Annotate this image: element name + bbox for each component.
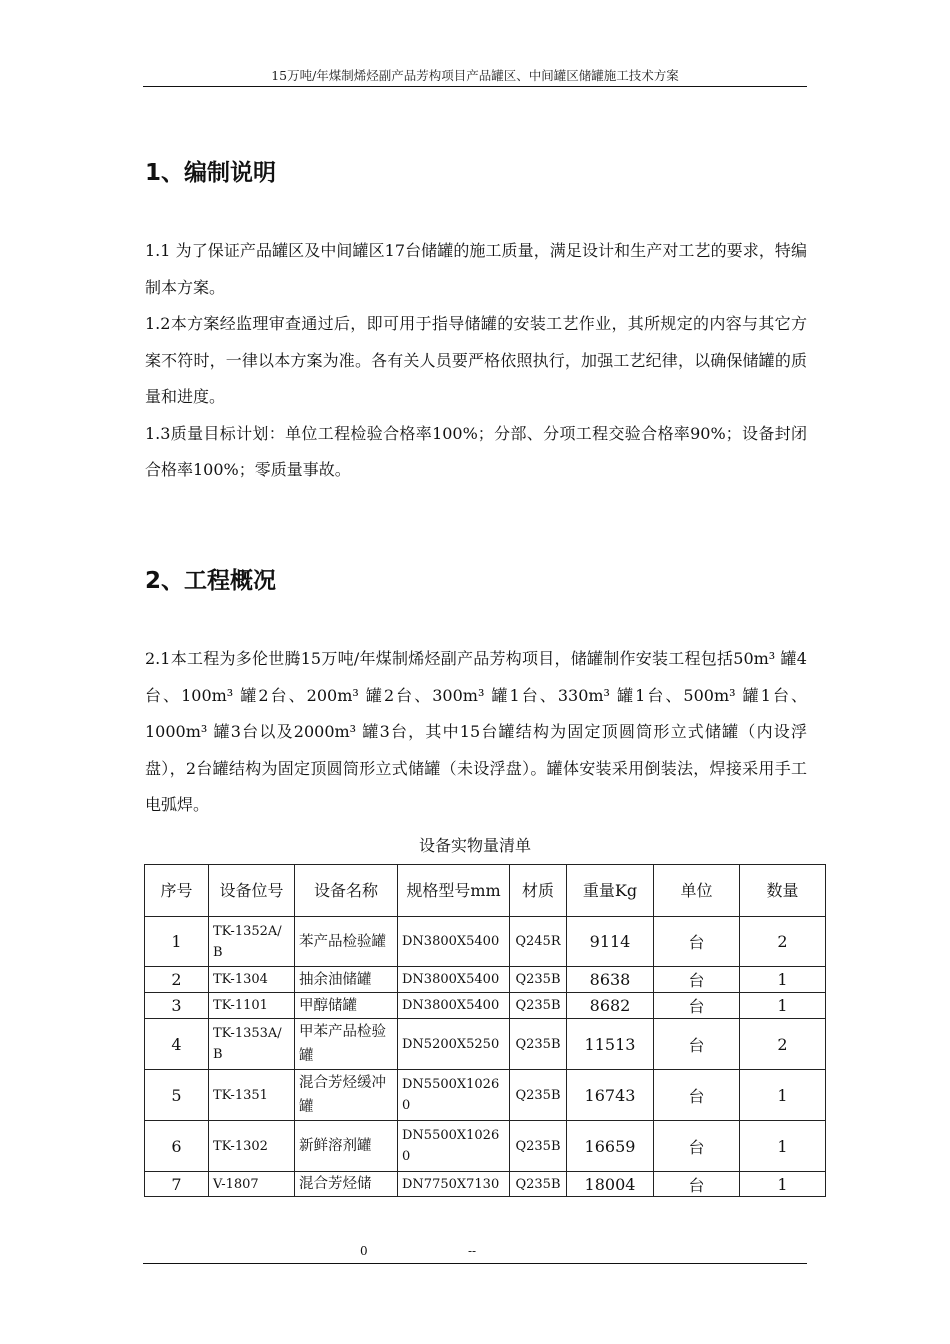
column-header: 重量Kg [567, 865, 654, 917]
cell-spec: DN5200X5250 [398, 1019, 510, 1070]
column-header: 数量 [740, 865, 826, 917]
cell-name: 甲醇储罐 [295, 993, 398, 1019]
cell-quantity: 1 [740, 1172, 826, 1197]
section-1-body [145, 233, 807, 489]
cell-quantity: 2 [740, 1019, 826, 1070]
cell-tag: V-1807 [209, 1172, 295, 1197]
cell-name: 新鲜溶剂罐 [295, 1121, 398, 1172]
cell-tag: TK-1352A/B [209, 917, 295, 967]
table-row [145, 993, 826, 1019]
cell-material: Q235B [510, 1121, 567, 1172]
cell-spec: DN5500X10260 [398, 1070, 510, 1121]
cell-unit: 台 [654, 1172, 740, 1197]
section-2-heading: 2、工程概况 [145, 568, 277, 594]
cell-quantity: 1 [740, 1121, 826, 1172]
cell-name: 苯产品检验罐 [295, 917, 398, 967]
cell-tag: TK-1101 [209, 993, 295, 1019]
page-number: 0 [360, 1244, 368, 1258]
cell-material: Q235B [510, 1172, 567, 1197]
cell-quantity: 1 [740, 967, 826, 993]
cell-tag: TK-1302 [209, 1121, 295, 1172]
cell-unit: 台 [654, 917, 740, 967]
cell-weight: 18004 [567, 1172, 654, 1197]
cell-spec: DN5500X10260 [398, 1121, 510, 1172]
cell-name: 混合芳烃缓冲罐 [295, 1070, 398, 1121]
cell-spec: DN3800X5400 [398, 993, 510, 1019]
section-1-heading: 1、编制说明 [145, 160, 277, 186]
cell-unit: 台 [654, 1121, 740, 1172]
cell-index: 4 [145, 1019, 209, 1070]
cell-index: 7 [145, 1172, 209, 1197]
column-header: 规格型号mm [398, 865, 510, 917]
page-header-title: 15万吨/年煤制烯烃副产品芳构项目产品罐区、中间罐区储罐施工技术方案 [271, 68, 679, 83]
cell-index: 2 [145, 967, 209, 993]
equipment-table [144, 864, 826, 1197]
column-header: 单位 [654, 865, 740, 917]
header-divider [143, 86, 807, 87]
cell-index: 6 [145, 1121, 209, 1172]
cell-unit: 台 [654, 1070, 740, 1121]
column-header: 设备名称 [295, 865, 398, 917]
cell-material: Q235B [510, 993, 567, 1019]
cell-weight: 9114 [567, 917, 654, 967]
section-2-body [145, 641, 807, 824]
table-row [145, 1019, 826, 1070]
cell-index: 3 [145, 993, 209, 1019]
cell-spec: DN3800X5400 [398, 917, 510, 967]
cell-weight: 8682 [567, 993, 654, 1019]
cell-name: 混合芳烃储 [295, 1172, 398, 1197]
cell-material: Q235B [510, 967, 567, 993]
footer-divider [143, 1263, 807, 1264]
table-row [145, 967, 826, 993]
cell-tag: TK-1304 [209, 967, 295, 993]
table-caption: 设备实物量清单 [418, 836, 531, 855]
table-row [145, 917, 826, 967]
table-row [145, 1172, 826, 1197]
cell-tag: TK-1351 [209, 1070, 295, 1121]
cell-weight: 8638 [567, 967, 654, 993]
cell-index: 5 [145, 1070, 209, 1121]
cell-spec: DN7750X7130 [398, 1172, 510, 1197]
table-row [145, 1070, 826, 1121]
cell-quantity: 2 [740, 917, 826, 967]
column-header: 材质 [510, 865, 567, 917]
paragraph-1-2: 1.2本方案经监理审查通过后，即可用于指导储罐的安装工艺作业，其所规定的内容与其它方案不符时，一律以本方案为准。各有关人员要严格依照执行，加强工艺纪律，以确保储罐的质量和进度。 [145, 314, 807, 406]
cell-name: 抽余油储罐 [295, 967, 398, 993]
column-header: 序号 [145, 865, 209, 917]
cell-material: Q245R [510, 917, 567, 967]
cell-material: Q235B [510, 1019, 567, 1070]
cell-unit: 台 [654, 1019, 740, 1070]
column-header: 设备位号 [209, 865, 295, 917]
cell-tag: TK-1353A/B [209, 1019, 295, 1070]
cell-unit: 台 [654, 993, 740, 1019]
cell-material: Q235B [510, 1070, 567, 1121]
cell-weight: 11513 [567, 1019, 654, 1070]
cell-unit: 台 [654, 967, 740, 993]
cell-spec: DN3800X5400 [398, 967, 510, 993]
footer-dash: -- [468, 1244, 477, 1258]
table-row [145, 1121, 826, 1172]
cell-weight: 16659 [567, 1121, 654, 1172]
cell-quantity: 1 [740, 993, 826, 1019]
paragraph-1-3: 1.3质量目标计划：单位工程检验合格率100%；分部、分项工程交验合格率90%；设备封闭合格率100%；零质量事故。 [145, 423, 807, 479]
table-header-row [145, 865, 826, 917]
cell-weight: 16743 [567, 1070, 654, 1121]
paragraph-2-1: 2.1本工程为多伦世腾15万吨/年煤制烯烃副产品芳构项目，储罐制作安装工程包括50m³ 罐4台、100m³ 罐2台、200m³ 罐2台、300m³ 罐1台、330m³ 罐1台、500m³ 罐1台、1000m³ 罐3台以及2000m³ 罐3台，其中15台罐结构为固定顶圆筒形立式储罐（内设浮盘），2台罐结构为固定顶圆筒形立式储罐（未设浮盘）。罐体安装采用倒装法，焊接采用手工电弧焊。 [145, 649, 807, 814]
cell-index: 1 [145, 917, 209, 967]
cell-quantity: 1 [740, 1070, 826, 1121]
cell-name: 甲苯产品检验罐 [295, 1019, 398, 1070]
paragraph-1-1: 1.1 为了保证产品罐区及中间罐区17台储罐的施工质量，满足设计和生产对工艺的要求，特编制本方案。 [145, 241, 807, 297]
